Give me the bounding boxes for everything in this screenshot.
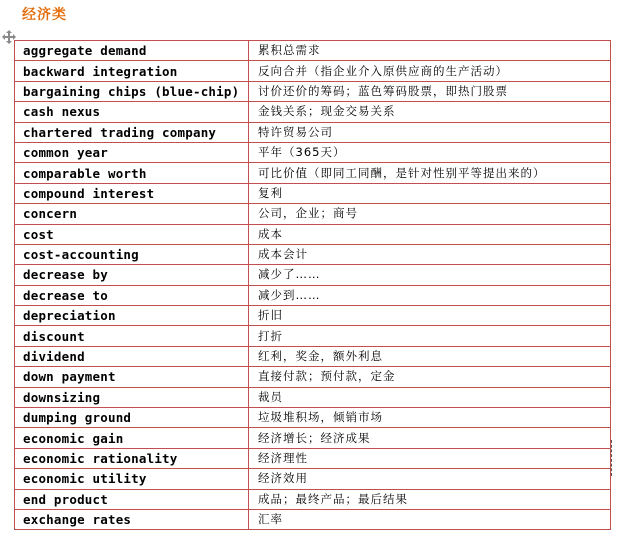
table-row — [15, 387, 611, 407]
meaning-cell: 红利，奖金，额外利息 — [249, 346, 611, 366]
table-row — [15, 41, 611, 61]
table-row — [15, 285, 611, 305]
term-cell: down payment — [15, 367, 249, 387]
meaning-cell: 公司，企业；商号 — [249, 204, 611, 224]
table-row — [15, 122, 611, 142]
table-row — [15, 183, 611, 203]
meaning-cell: 折旧 — [249, 306, 611, 326]
term-cell: exchange rates — [15, 509, 249, 529]
table-row — [15, 428, 611, 448]
meaning-cell: 特许贸易公司 — [249, 122, 611, 142]
term-cell: cost — [15, 224, 249, 244]
term-cell: common year — [15, 142, 249, 162]
term-cell: cost-accounting — [15, 244, 249, 264]
meaning-cell: 反向合并（指企业介入原供应商的生产活动） — [249, 61, 611, 81]
meaning-cell: 经济效用 — [249, 469, 611, 489]
term-cell: decrease by — [15, 265, 249, 285]
table-row — [15, 509, 611, 529]
term-cell: concern — [15, 204, 249, 224]
table-resize-handle[interactable] — [611, 440, 614, 476]
term-cell: downsizing — [15, 387, 249, 407]
vocabulary-table — [14, 40, 611, 530]
term-cell: compound interest — [15, 183, 249, 203]
term-cell: cash nexus — [15, 102, 249, 122]
table-row — [15, 81, 611, 101]
table-row — [15, 163, 611, 183]
meaning-cell: 平年（365天） — [249, 142, 611, 162]
term-cell: chartered trading company — [15, 122, 249, 142]
term-cell: depreciation — [15, 306, 249, 326]
table-row — [15, 306, 611, 326]
table-row — [15, 265, 611, 285]
term-cell: aggregate demand — [15, 41, 249, 61]
meaning-cell: 金钱关系；现金交易关系 — [249, 102, 611, 122]
table-row — [15, 408, 611, 428]
meaning-cell: 汇率 — [249, 509, 611, 529]
meaning-cell: 经济增长；经济成果 — [249, 428, 611, 448]
section-title: 经济类 — [22, 7, 67, 23]
meaning-cell: 成本 — [249, 224, 611, 244]
table-row — [15, 367, 611, 387]
meaning-cell: 成品；最终产品；最后结果 — [249, 489, 611, 509]
table-row — [15, 326, 611, 346]
table-row — [15, 224, 611, 244]
table-row — [15, 102, 611, 122]
term-cell: discount — [15, 326, 249, 346]
meaning-cell: 减少到…… — [249, 285, 611, 305]
table-row — [15, 489, 611, 509]
term-cell: dumping ground — [15, 408, 249, 428]
term-cell: economic rationality — [15, 448, 249, 468]
vocabulary-table-body — [15, 41, 611, 530]
table-row — [15, 448, 611, 468]
table-row — [15, 204, 611, 224]
meaning-cell: 直接付款；预付款，定金 — [249, 367, 611, 387]
meaning-cell: 复利 — [249, 183, 611, 203]
table-row — [15, 469, 611, 489]
term-cell: decrease to — [15, 285, 249, 305]
term-cell: end product — [15, 489, 249, 509]
term-cell: dividend — [15, 346, 249, 366]
meaning-cell: 成本会计 — [249, 244, 611, 264]
meaning-cell: 减少了…… — [249, 265, 611, 285]
term-cell: comparable worth — [15, 163, 249, 183]
term-cell: economic utility — [15, 469, 249, 489]
meaning-cell: 讨价还价的筹码；蓝色筹码股票，即热门股票 — [249, 81, 611, 101]
table-row — [15, 244, 611, 264]
meaning-cell: 可比价值（即同工同酬，是针对性别平等提出来的） — [249, 163, 611, 183]
meaning-cell: 打折 — [249, 326, 611, 346]
meaning-cell: 垃圾堆积场，倾销市场 — [249, 408, 611, 428]
meaning-cell: 累积总需求 — [249, 41, 611, 61]
meaning-cell: 裁员 — [249, 387, 611, 407]
table-row — [15, 346, 611, 366]
vocabulary-table-container — [14, 40, 611, 530]
term-cell: bargaining chips (blue-chip) — [15, 81, 249, 101]
term-cell: backward integration — [15, 61, 249, 81]
table-row — [15, 61, 611, 81]
term-cell: economic gain — [15, 428, 249, 448]
meaning-cell: 经济理性 — [249, 448, 611, 468]
table-row — [15, 142, 611, 162]
